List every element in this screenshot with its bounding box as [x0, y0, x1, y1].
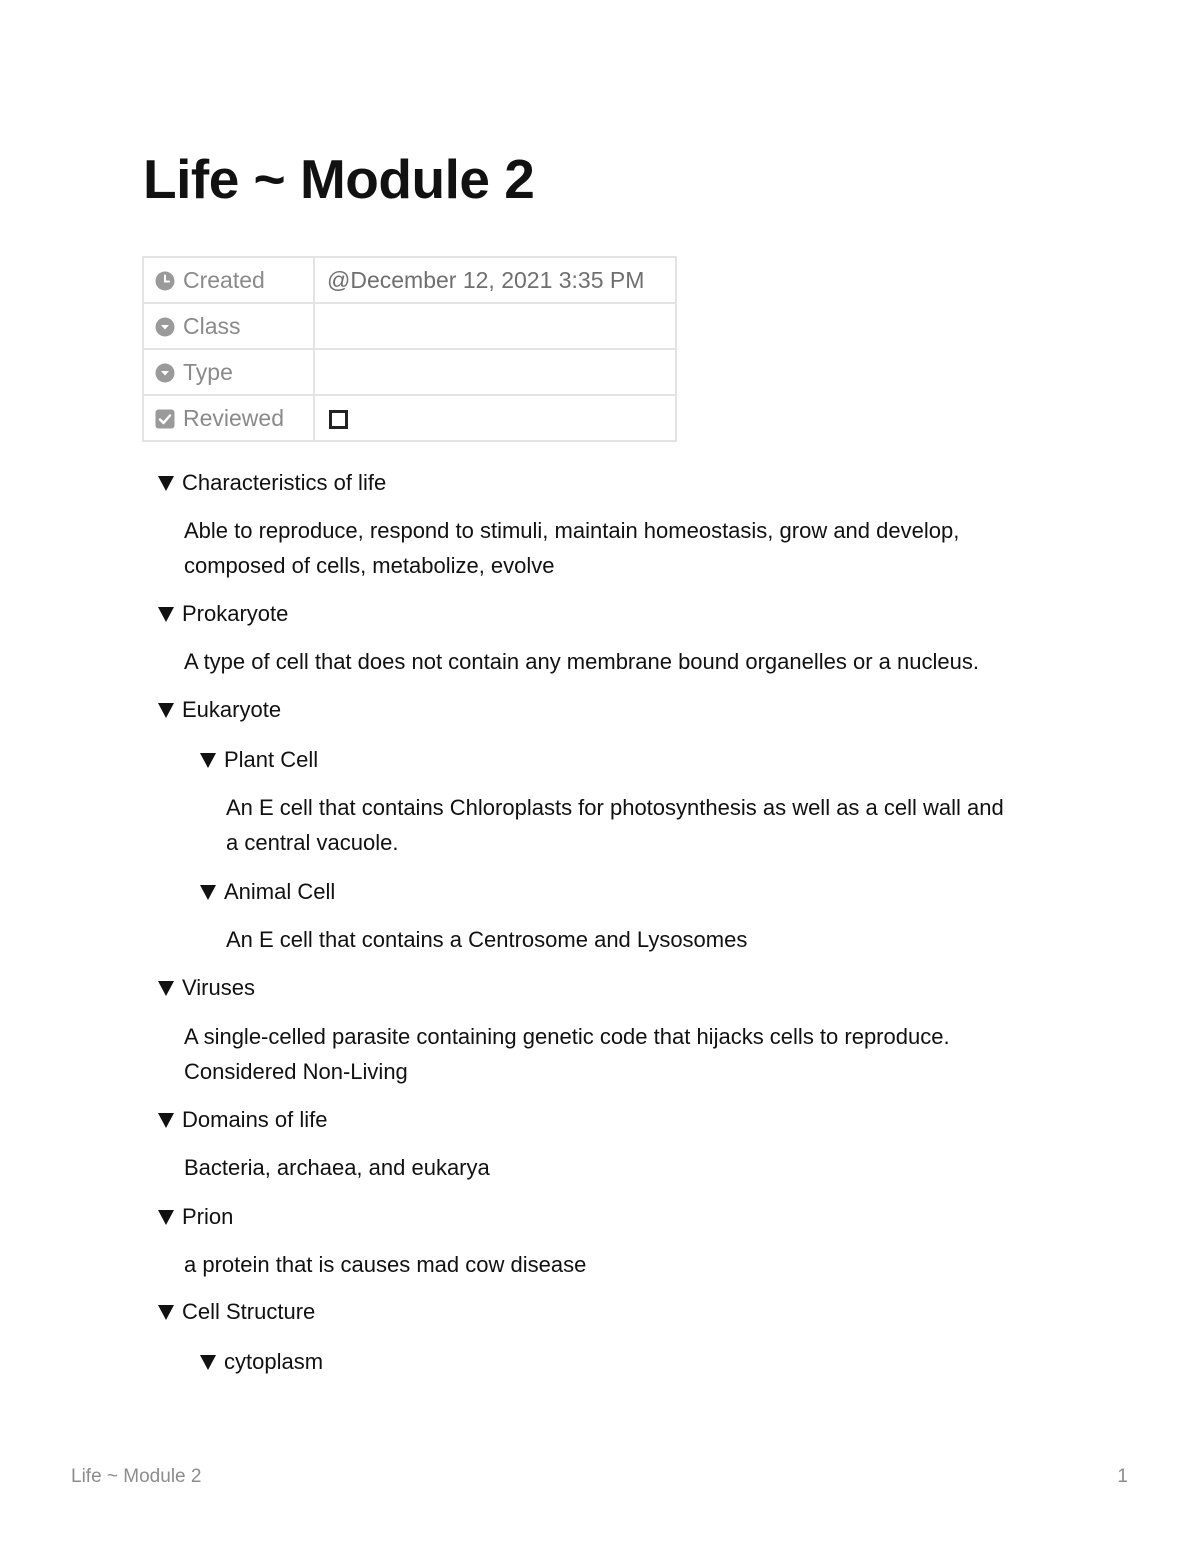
text-line: Bacteria, archaea, and eukarya — [184, 1155, 490, 1180]
property-row-reviewed — [143, 395, 676, 441]
triangle-down-icon[interactable] — [200, 1355, 216, 1370]
select-icon — [155, 317, 175, 337]
property-key — [143, 303, 314, 349]
triangle-down-icon[interactable] — [158, 1305, 174, 1320]
text-line: a protein that is causes mad cow disease — [184, 1252, 587, 1277]
toggle-label: Prion — [182, 1204, 234, 1229]
property-key — [143, 257, 314, 303]
toggle-label: Prokaryote — [182, 601, 289, 626]
triangle-down-icon[interactable] — [200, 885, 216, 900]
toggle-label: cytoplasm — [224, 1349, 324, 1374]
text-line: An E cell that contains Chloroplasts for photosynthesis as well as a cell wall and — [226, 795, 1004, 820]
toggle-label: Viruses — [182, 975, 255, 1000]
toggle-content — [184, 1247, 586, 1282]
toggle-content — [226, 922, 747, 957]
toggle-label: Cell Structure — [182, 1299, 316, 1324]
toggle-plant-cell[interactable] — [200, 746, 318, 774]
property-label: Type — [183, 358, 233, 385]
toggle-prion[interactable] — [158, 1203, 233, 1231]
triangle-down-icon[interactable] — [158, 476, 174, 491]
property-key — [143, 395, 314, 441]
property-value — [314, 395, 676, 441]
property-row-class — [143, 303, 676, 349]
text-line: An E cell that contains a Centrosome and Lysosomes — [226, 927, 748, 952]
page-title: Life ~ Module 2 — [143, 148, 535, 210]
toggle-label: Domains of life — [182, 1107, 328, 1132]
property-key — [143, 349, 314, 395]
toggle-label: Characteristics of life — [182, 470, 387, 495]
toggle-label: Plant Cell — [224, 747, 319, 772]
triangle-down-icon[interactable] — [158, 1113, 174, 1128]
toggle-eukaryote[interactable] — [158, 696, 281, 724]
page-number: 1 — [1117, 1466, 1128, 1487]
triangle-down-icon[interactable] — [200, 753, 216, 768]
select-icon — [155, 363, 175, 383]
toggle-label: Eukaryote — [182, 697, 282, 722]
toggle-content — [184, 1019, 950, 1089]
property-label: Created — [183, 266, 265, 293]
text-line: Considered Non-Living — [184, 1059, 408, 1084]
text-line: composed of cells, metabolize, evolve — [184, 553, 555, 578]
property-value[interactable] — [314, 349, 676, 395]
reviewed-checkbox[interactable] — [329, 410, 348, 429]
toggle-content — [226, 790, 1004, 860]
toggle-cell-structure[interactable] — [158, 1298, 315, 1326]
clock-icon — [155, 271, 175, 291]
checkbox-icon — [155, 409, 175, 429]
toggle-content — [184, 513, 959, 583]
toggle-characteristics[interactable] — [158, 469, 386, 497]
property-label: Reviewed — [183, 404, 284, 431]
triangle-down-icon[interactable] — [158, 607, 174, 622]
text-line: a central vacuole. — [226, 830, 399, 855]
toggle-cytoplasm[interactable] — [200, 1348, 323, 1376]
toggle-content — [184, 1150, 490, 1185]
property-value[interactable]: @December 12, 2021 3:35 PM — [314, 257, 676, 303]
toggle-viruses[interactable] — [158, 974, 255, 1002]
property-row-type — [143, 349, 676, 395]
triangle-down-icon[interactable] — [158, 703, 174, 718]
property-label: Class — [183, 312, 241, 339]
triangle-down-icon[interactable] — [158, 1210, 174, 1225]
properties-table — [142, 256, 677, 442]
text-line: A single-celled parasite containing genetic code that hijacks cells to reproduce. — [184, 1024, 950, 1049]
toggle-label: Animal Cell — [224, 879, 336, 904]
toggle-content — [184, 644, 979, 679]
property-row-created — [143, 257, 676, 303]
toggle-domains[interactable] — [158, 1106, 328, 1134]
triangle-down-icon[interactable] — [158, 981, 174, 996]
footer-title: Life ~ Module 2 — [71, 1466, 202, 1487]
toggle-prokaryote[interactable] — [158, 600, 288, 628]
text-line: A type of cell that does not contain any membrane bound organelles or a nucleus. — [184, 649, 979, 674]
property-value[interactable] — [314, 303, 676, 349]
text-line: Able to reproduce, respond to stimuli, maintain homeostasis, grow and develop, — [184, 518, 960, 543]
toggle-animal-cell[interactable] — [200, 878, 335, 906]
